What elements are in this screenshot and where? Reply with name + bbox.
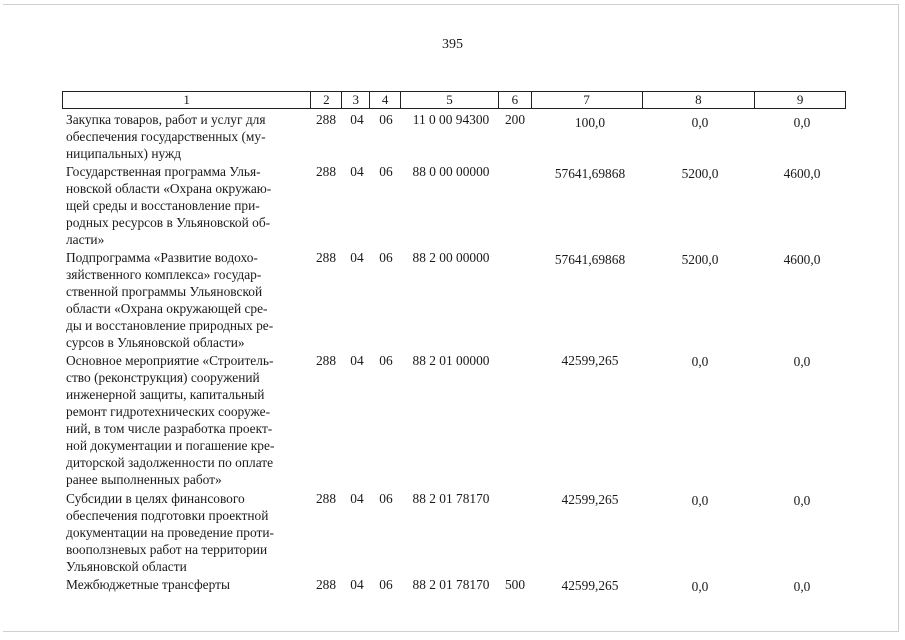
cell-col-2: 288 <box>315 250 337 265</box>
cell-col-6: 500 <box>504 577 526 592</box>
cell-col-4: 06 <box>379 112 393 127</box>
cell-col-8: 5200,0 <box>681 166 719 181</box>
description-line: ремонт гидротехнических сооруже- <box>66 404 271 419</box>
cell-col-8: 0,0 <box>691 579 709 594</box>
cell-col-7: 57641,69868 <box>554 252 626 267</box>
header-col-2: 2 <box>311 92 342 108</box>
description-line: обеспечения подготовки проектной <box>66 508 269 523</box>
description-line: щей среды и восстановление при- <box>66 198 260 213</box>
header-col-8: 8 <box>643 92 756 108</box>
cell-col-4: 06 <box>379 250 393 265</box>
description-line: обеспечения государственных (му- <box>66 129 266 144</box>
description-line: инженерной защиты, капитальный <box>66 387 265 402</box>
cell-col-8: 5200,0 <box>681 252 719 267</box>
cell-col-9: 4600,0 <box>783 252 821 267</box>
cell-col-2: 288 <box>315 353 337 368</box>
row-description <box>66 163 306 248</box>
header-col-9: 9 <box>796 92 804 107</box>
cell-col-5: 88 2 01 00000 <box>412 353 490 368</box>
cell-col-4: 06 <box>379 491 393 506</box>
cell-col-2: 288 <box>315 491 337 506</box>
cell-col-8: 0,0 <box>691 115 709 130</box>
description-line: ственной программы Ульяновской <box>66 284 263 299</box>
cell-col-5: 88 2 01 78170 <box>412 491 490 506</box>
header-col-3: 3 <box>342 92 370 108</box>
table-header <box>62 91 846 109</box>
description-line: Межбюджетные трансферты <box>66 577 230 592</box>
cell-col-2: 288 <box>315 164 337 179</box>
description-line: диторской задолженности по оплате <box>66 455 274 470</box>
description-line: ство (реконструкция) сооружений <box>66 370 260 385</box>
header-col-4: 4 <box>370 92 401 108</box>
description-line: Субсидии в целях финансового <box>66 491 245 506</box>
description-line: Государственная программа Улья- <box>66 164 261 179</box>
cell-col-5: 11 0 00 94300 <box>412 112 490 127</box>
row-description <box>66 249 306 351</box>
cell-col-9: 0,0 <box>793 579 811 594</box>
cell-col-7: 42599,265 <box>561 578 619 593</box>
cell-col-4: 06 <box>379 577 393 592</box>
row-description <box>66 352 306 488</box>
row-description <box>66 576 306 593</box>
description-line: документации на проведение проти- <box>66 525 274 540</box>
cell-col-5: 88 2 01 78170 <box>412 577 490 592</box>
cell-col-5: 88 2 00 00000 <box>412 250 490 265</box>
description-line: ласти» <box>66 232 105 247</box>
cell-col-5: 88 0 00 00000 <box>412 164 490 179</box>
header-col-5: 5 <box>401 92 499 108</box>
description-line: области «Охрана окружающей сре- <box>66 301 268 316</box>
header-col-6: 6 <box>499 92 532 108</box>
header-col-7: 7 <box>532 92 643 108</box>
cell-col-2: 288 <box>315 112 337 127</box>
cell-col-9: 0,0 <box>793 115 811 130</box>
cell-col-7: 57641,69868 <box>554 166 626 181</box>
description-line: Ульяновской области <box>66 559 187 574</box>
description-line: сурсов в Ульяновской области» <box>66 335 245 350</box>
description-line: родных ресурсов в Ульяновской об- <box>66 215 271 230</box>
row-description <box>66 490 306 575</box>
description-line: ды и восстановление природных ре- <box>66 318 274 333</box>
description-line: зяйственного комплекса» государ- <box>66 267 262 282</box>
cell-col-3: 04 <box>350 164 364 179</box>
page-number: 395 <box>442 37 463 52</box>
description-line: ранее выполненных работ» <box>66 472 222 487</box>
cell-col-8: 0,0 <box>691 354 709 369</box>
description-line: ниципальных) нужд <box>66 146 182 161</box>
cell-col-7: 42599,265 <box>561 492 619 507</box>
cell-col-4: 06 <box>379 164 393 179</box>
cell-col-2: 288 <box>315 577 337 592</box>
cell-col-7: 42599,265 <box>561 353 619 368</box>
description-line: вооползневых работ на территории <box>66 542 268 557</box>
cell-col-6: 200 <box>504 112 526 127</box>
cell-col-3: 04 <box>350 577 364 592</box>
description-line: Закупка товаров, работ и услуг для <box>66 112 266 127</box>
cell-col-3: 04 <box>350 491 364 506</box>
cell-col-3: 04 <box>350 250 364 265</box>
cell-col-8: 0,0 <box>691 493 709 508</box>
cell-col-9: 4600,0 <box>783 166 821 181</box>
row-description <box>66 111 306 162</box>
description-line: новской области «Охрана окружаю- <box>66 181 272 196</box>
cell-col-7: 100,0 <box>574 115 606 130</box>
cell-col-4: 06 <box>379 353 393 368</box>
description-line: Подпрограмма «Развитие водохо- <box>66 250 258 265</box>
description-line: ной документации и погашение кре- <box>66 438 275 453</box>
cell-col-9: 0,0 <box>793 493 811 508</box>
cell-col-3: 04 <box>350 112 364 127</box>
cell-col-3: 04 <box>350 353 364 368</box>
cell-col-9: 0,0 <box>793 354 811 369</box>
description-line: Основное мероприятие «Строитель- <box>66 353 274 368</box>
header-col-1: 1 <box>63 92 311 108</box>
description-line: ний, в том числе разработка проект- <box>66 421 273 436</box>
